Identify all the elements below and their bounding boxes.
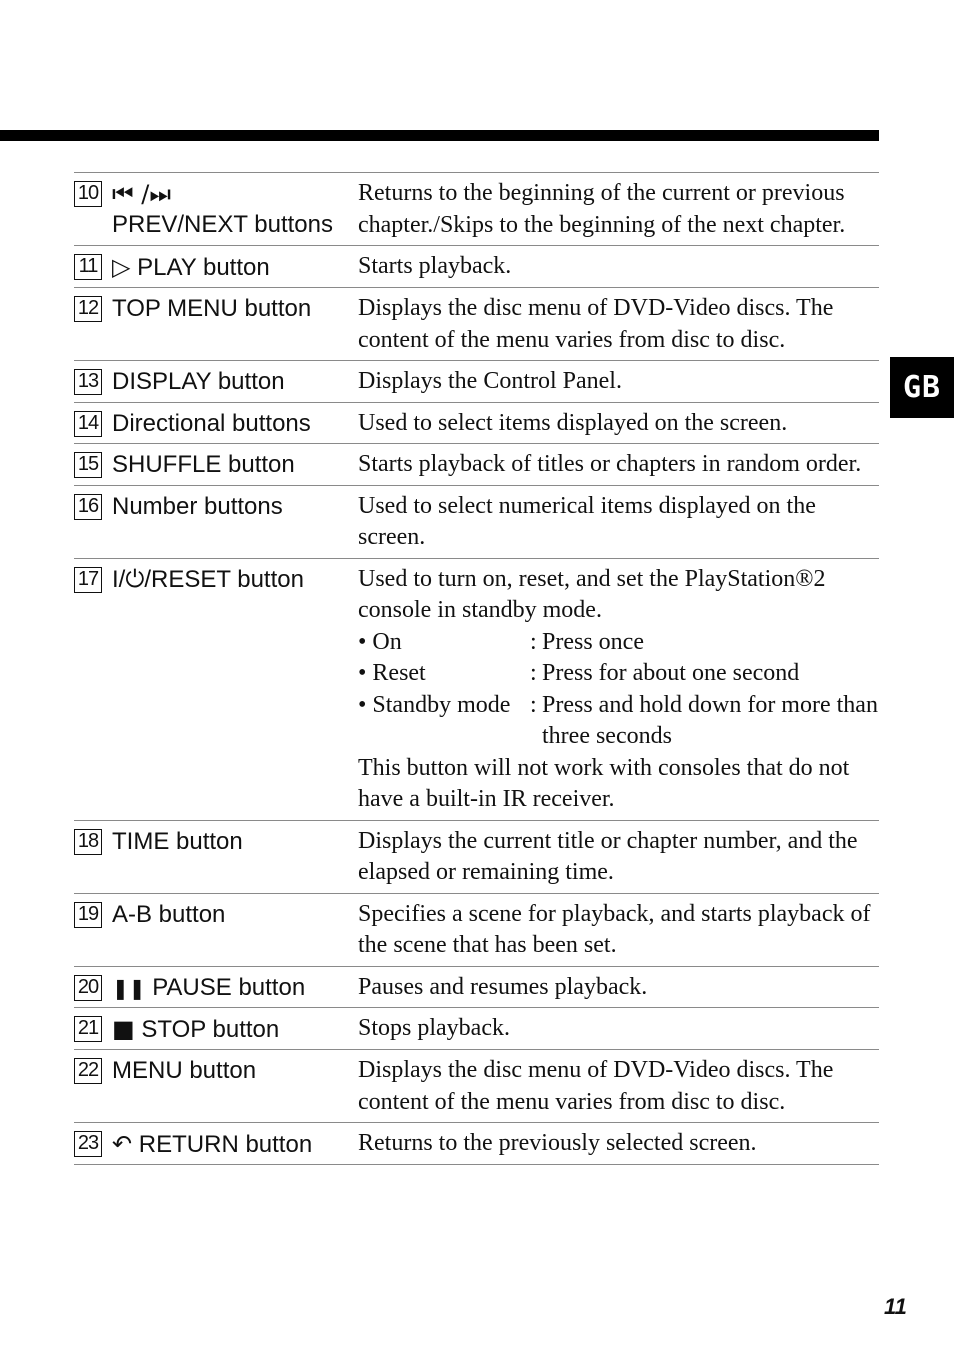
item-label: STOP button	[141, 1016, 280, 1043]
item-description: Stops playback.	[358, 1015, 510, 1041]
table-row	[74, 1123, 879, 1165]
item-description: Starts playback of titles or chapters in random order.	[358, 451, 862, 477]
item-label: I/⏻/RESET button	[112, 565, 304, 593]
button-description-table	[74, 172, 879, 1165]
item-label: TOP MENU button	[112, 295, 312, 322]
mode-text: Press once	[542, 628, 644, 655]
table-row	[74, 361, 879, 403]
item-number: 12	[74, 296, 102, 322]
table-row	[74, 820, 879, 893]
item-description: Displays the current title or chapter number, and the elapsed or remaining time.	[358, 827, 858, 885]
table-row	[74, 485, 879, 558]
item-label: RETURN button	[138, 1131, 313, 1158]
table-row	[74, 1050, 879, 1123]
description-intro: Used to turn on, reset, and set the PlayStation®2 console in standby mode.	[358, 565, 826, 623]
item-label: DISPLAY button	[112, 368, 285, 395]
item-description	[358, 558, 879, 820]
item-description: Returns to the previously selected screen.	[358, 1130, 757, 1156]
mode-separator: :	[530, 691, 537, 718]
mode-separator: :	[530, 660, 537, 686]
item-number: 16	[74, 494, 102, 520]
table-row	[74, 1008, 879, 1050]
item-label: PLAY button	[137, 254, 270, 281]
item-label: SHUFFLE button	[112, 451, 295, 478]
item-label: MENU button	[112, 1057, 257, 1084]
table-row	[74, 402, 879, 444]
item-number: 19	[74, 902, 102, 928]
item-number: 13	[74, 369, 102, 395]
return-icon: ↶	[112, 1130, 133, 1158]
table-row	[74, 444, 879, 486]
table-row	[74, 288, 879, 361]
item-description: Used to select items displayed on the screen.	[358, 409, 788, 436]
mode-text: Press for about one second	[542, 660, 800, 686]
item-description: Used to select numerical items displayed on the screen.	[358, 492, 816, 550]
mode-term: • On	[358, 628, 402, 655]
table-row	[74, 966, 879, 1008]
item-number: 10	[74, 181, 102, 207]
item-description: Displays the disc menu of DVD-Video discs. The content of the menu varies from disc to disc.	[358, 295, 834, 353]
mode-list	[358, 627, 879, 753]
mode-separator: :	[530, 628, 537, 655]
item-label: PREV/NEXT buttons	[112, 211, 333, 238]
item-number: 18	[74, 829, 102, 855]
item-number: 20	[74, 975, 102, 1001]
item-number: 23	[74, 1131, 102, 1157]
table-row	[74, 893, 879, 966]
table-row	[74, 173, 879, 246]
item-label: A-B button	[112, 900, 226, 928]
prev-next-icon: ⏮ /⏭	[112, 180, 171, 208]
item-description: Specifies a scene for playback, and starts playback of the scene that has been set.	[358, 900, 871, 958]
table-row	[74, 558, 879, 820]
item-number: 15	[74, 452, 102, 478]
mode-term: • Standby mode	[358, 691, 511, 718]
item-label: Directional buttons	[112, 409, 311, 437]
play-icon: ▷	[112, 253, 131, 281]
item-description: Starts playback.	[358, 253, 512, 279]
top-rule	[0, 130, 879, 141]
language-tab: GB	[890, 357, 954, 418]
item-number: 22	[74, 1058, 102, 1084]
stop-icon: ■	[112, 1015, 135, 1043]
item-label: PAUSE button	[152, 973, 306, 1001]
item-number: 21	[74, 1016, 102, 1042]
item-description: Pauses and resumes playback.	[358, 973, 648, 1000]
table-row	[74, 246, 879, 288]
description-outro: This button will not work with consoles that do not have a built-in IR receiver.	[358, 754, 850, 812]
page-number: 11	[884, 1294, 907, 1319]
item-label: Number buttons	[112, 492, 283, 520]
item-label: TIME button	[112, 827, 243, 855]
item-description: Returns to the beginning of the current or previous chapter./Skips to the beginning of the next chapter.	[358, 180, 846, 238]
pause-icon: ❚❚	[112, 975, 146, 1000]
item-description: Displays the Control Panel.	[358, 368, 622, 394]
mode-term: • Reset	[358, 660, 426, 686]
item-description: Displays the disc menu of DVD-Video discs. The content of the menu varies from disc to disc.	[358, 1057, 834, 1115]
item-number: 17	[74, 567, 102, 593]
mode-text: Press and hold down for more than three seconds	[542, 691, 878, 749]
item-number: 14	[74, 411, 102, 437]
item-number: 11	[74, 254, 102, 280]
